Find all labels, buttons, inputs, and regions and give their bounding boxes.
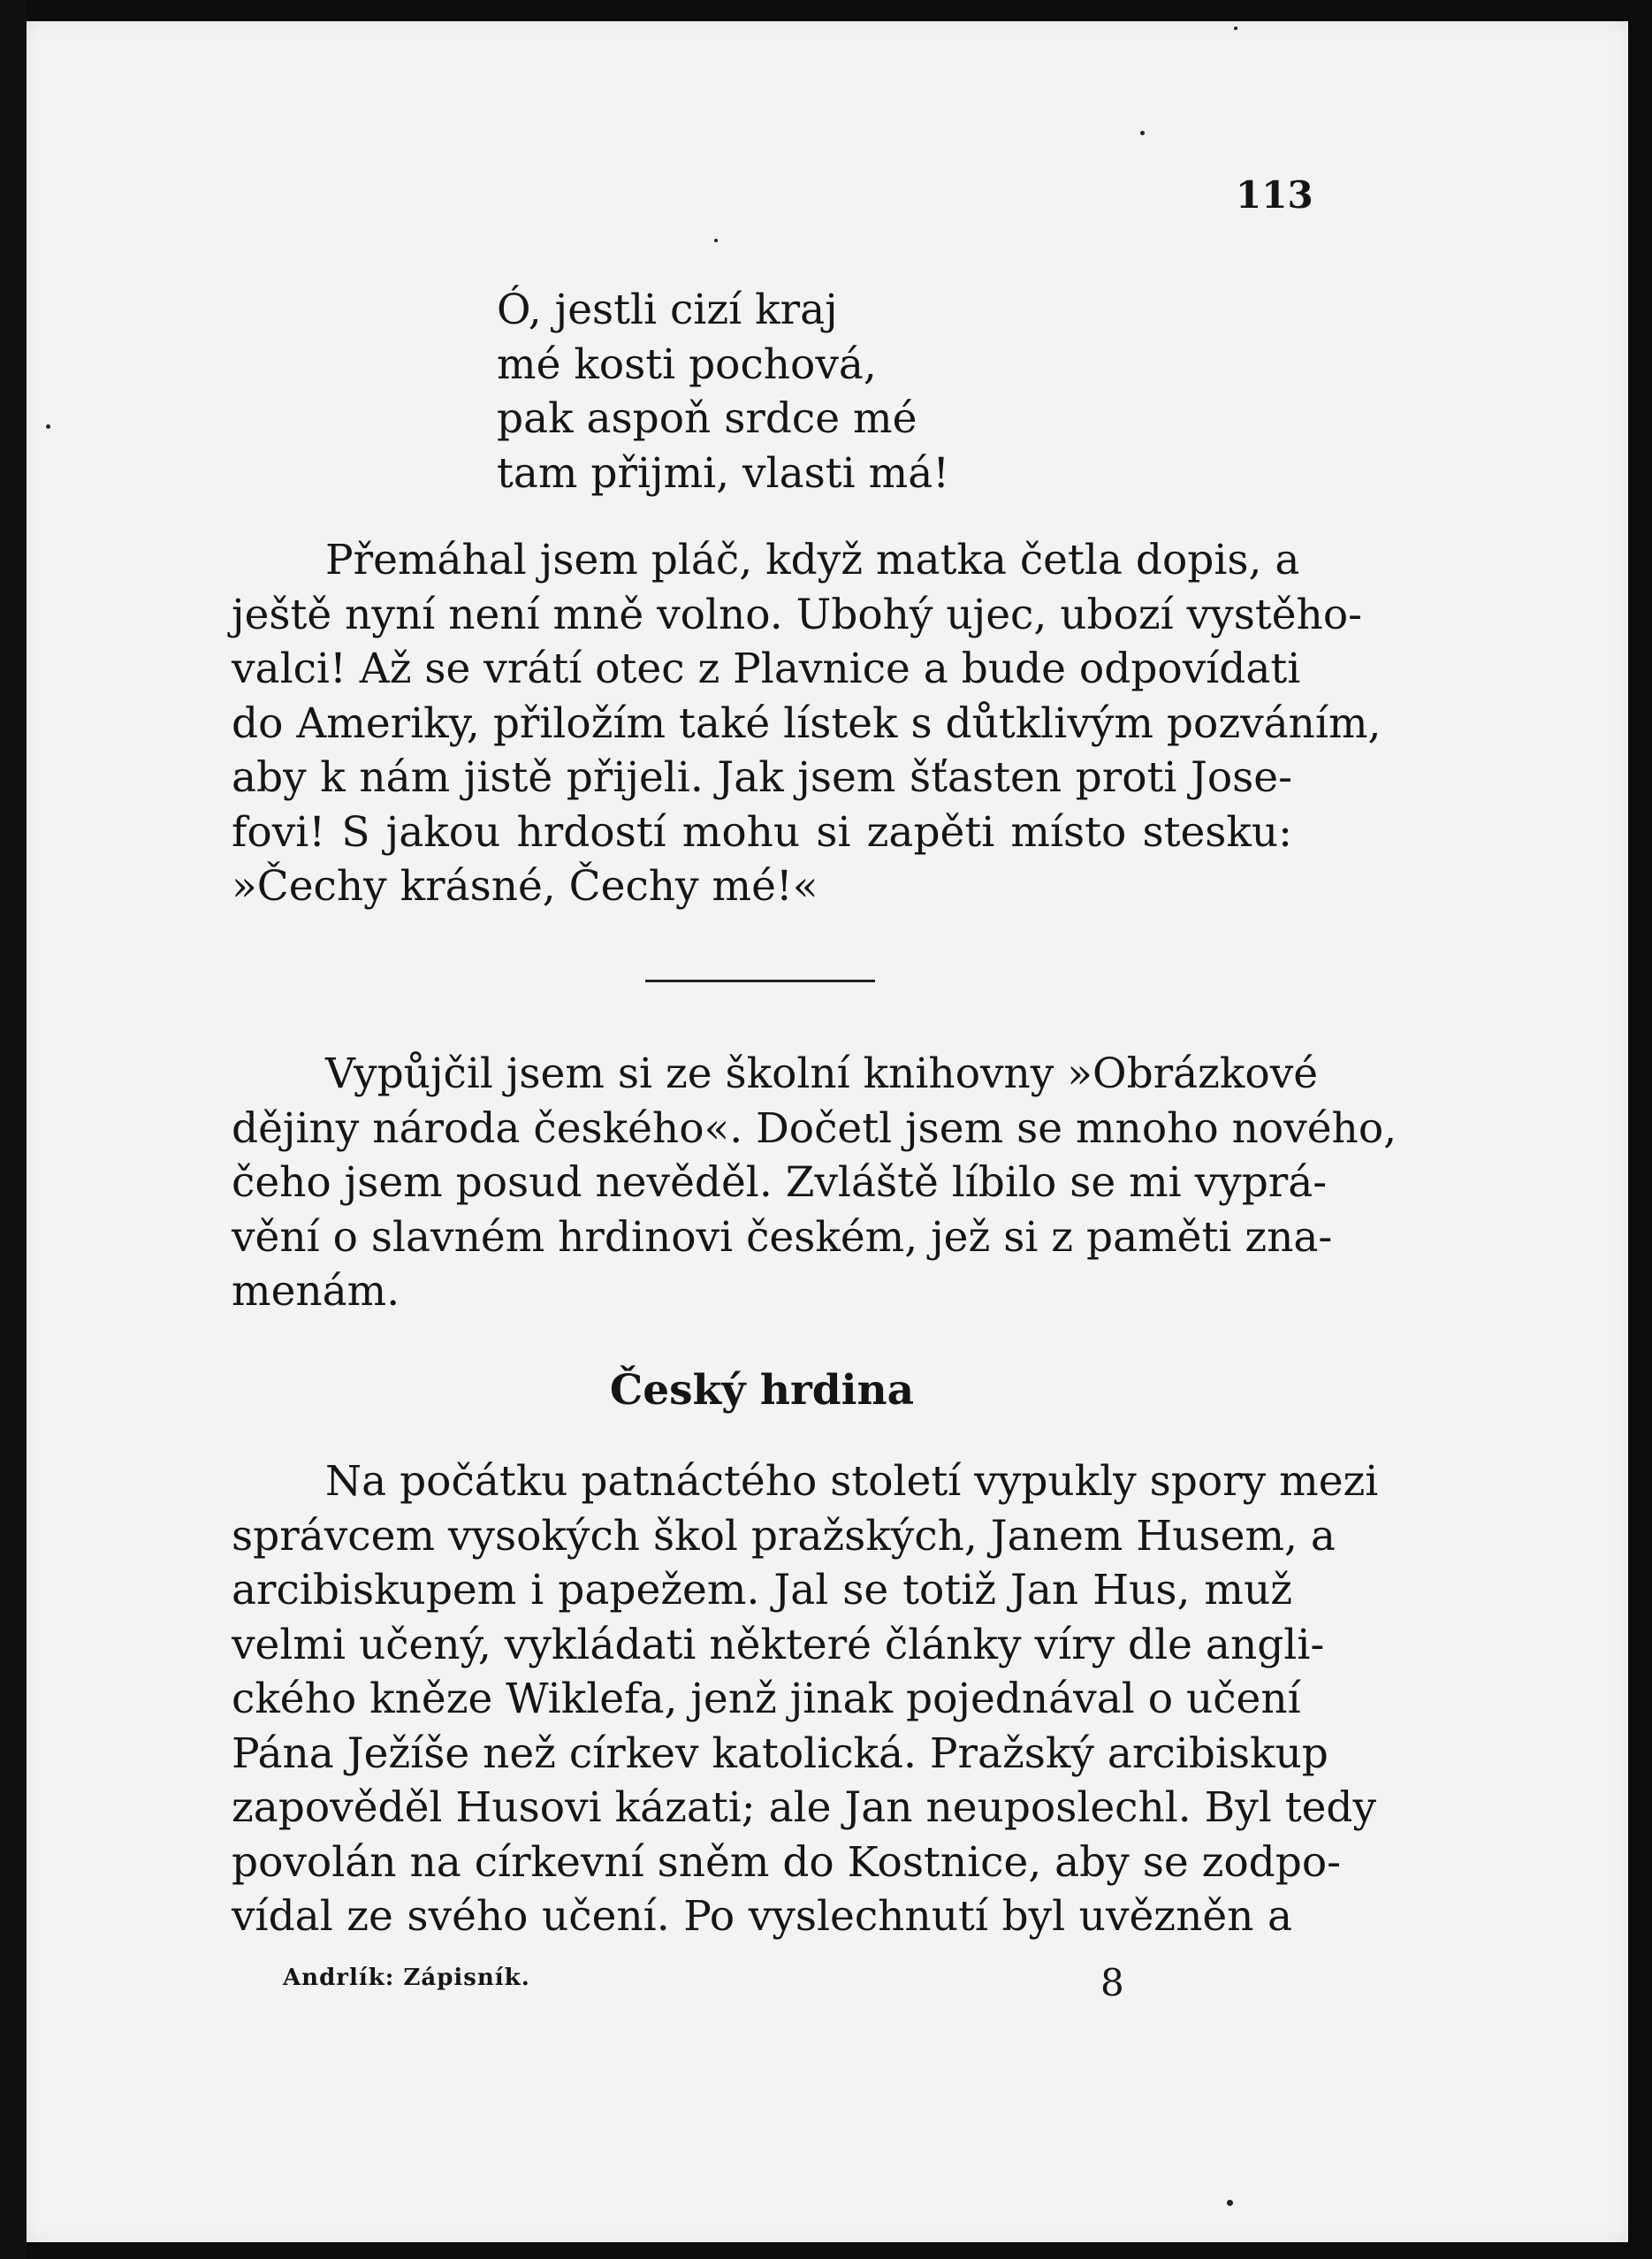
text-line: menám. [232, 1267, 400, 1316]
text-line: vění o slavném hrdinovi českém, jež si z paměti zna- [232, 1212, 1333, 1262]
paragraph-2 [232, 1047, 1397, 1319]
poem-line: mé kosti pochová, [497, 340, 877, 389]
scan-speck [1227, 2200, 1233, 2206]
scan-speck [1234, 27, 1237, 30]
poem-line: pak aspoň srdce mé [497, 394, 917, 443]
text-line: povolán na církevní sněm do Kostnice, aby se zodpo- [232, 1837, 1342, 1887]
text-line: dějiny národa českého«. Dočetl jsem se mnoho nového, [232, 1103, 1397, 1153]
section-heading: Český hrdina [609, 1366, 915, 1415]
scan-speck [714, 239, 718, 242]
scan-speck [46, 424, 50, 429]
text-line: vídal ze svého učení. Po vyslechnutí byl uvězněn a [232, 1892, 1292, 1941]
text-line: velmi učený, vykládati některé články víry dle angli- [232, 1620, 1325, 1669]
scan-edge [1628, 0, 1652, 2259]
scan-speck [1140, 131, 1145, 135]
text-line: správcem vysokých škol pražských, Janem Husem, a [232, 1511, 1336, 1561]
paragraph-1 [232, 533, 1382, 914]
paragraph-3 [232, 1454, 1379, 1944]
text-line: arcibiskupem i papežem. Jal se totiž Jan Hus, muž [232, 1566, 1292, 1614]
poem-line: Ó, jestli cizí kraj [497, 286, 838, 334]
footer-signature: Andrlík: Zápisník. [283, 1965, 530, 1991]
text-line: zapověděl Husovi kázati; ale Jan neuposlechl. Byl tedy [232, 1783, 1377, 1832]
text-line: Pána Ježíše než církev katolická. Pražský arcibiskup [232, 1729, 1328, 1778]
text-line: ckého kněze Wiklefa, jenž jinak pojednával o učení [232, 1675, 1301, 1723]
text-line: Přemáhal jsem pláč, když matka četla dopis, a [325, 536, 1300, 584]
text-line: Vypůjčil jsem si ze školní knihovny »Obrázkové [325, 1049, 1319, 1098]
page-number: 113 [1236, 173, 1313, 217]
footer-sheet-number: 8 [1100, 1961, 1124, 2004]
text-line: čeho jsem posud nevěděl. Zvláště líbilo se mi vyprá- [232, 1158, 1328, 1207]
text-line: valci! Až se vrátí otec z Plavnice a bude odpovídati [232, 645, 1301, 693]
poem-line: tam přijmi, vlasti má! [497, 448, 950, 498]
text-line: Na počátku patnáctého století vypukly spory mezi [325, 1457, 1379, 1506]
text-line: do Ameriky, přiložím také lístek s důtklivým pozváním, [232, 698, 1382, 748]
text-line: »Čechy krásné, Čechy mé!« [232, 862, 818, 911]
section-divider [645, 980, 875, 982]
text-line: fovi! S jakou hrdostí mohu si zapěti místo stesku: [232, 807, 1292, 857]
text-line: ještě nyní není mně volno. Ubohý ujec, ubozí vystěho- [232, 590, 1363, 639]
poem [497, 283, 1115, 500]
binding-edge [0, 0, 27, 2259]
text-line: aby k nám jistě přijeli. Jak jsem šťasten proti Jose- [232, 753, 1292, 802]
